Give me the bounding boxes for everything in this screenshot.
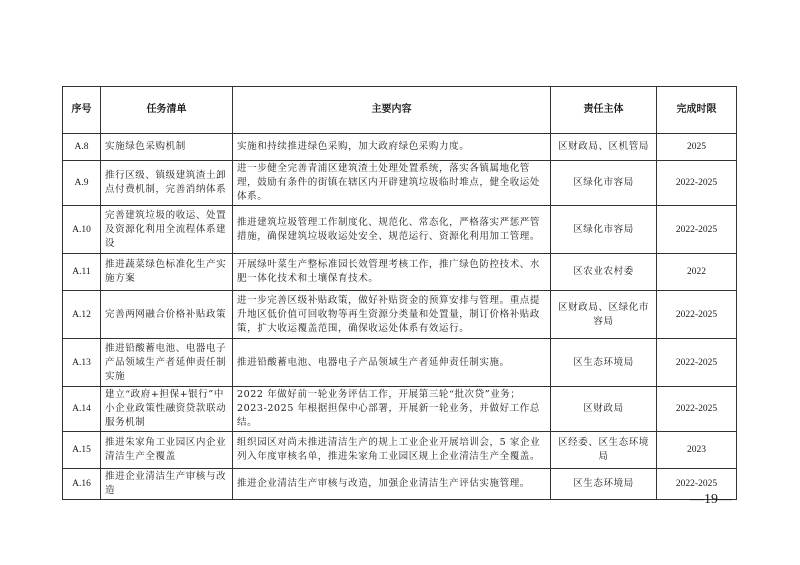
cell-no: A.8 — [63, 134, 101, 161]
cell-task: 建立“政府+担保+银行”中小企业政策性融资贷款联动服务机制 — [101, 387, 233, 432]
table-header-row — [63, 87, 737, 134]
table-row — [63, 206, 737, 254]
cell-deadline: 2022-2025 — [657, 469, 737, 500]
cell-content: 进一步完善区级补贴政策，做好补贴资金的预算安排与管理。重点提升地区低价值可回收物等再生资源分类量和处置量，制订价格补贴政策，扩大收运覆盖范围，确保收运处体系有效运行。 — [233, 291, 551, 339]
cell-responsible: 区经委、区生态环境局 — [551, 432, 657, 469]
table-row — [63, 254, 737, 291]
cell-no: A.9 — [63, 161, 101, 206]
cell-responsible: 区财政局、区机管局 — [551, 134, 657, 161]
table-row — [63, 387, 737, 432]
task-table — [62, 86, 737, 500]
cell-content: 进一步健全完善青浦区建筑渣土处理处置系统，落实各镇属地化管理，鼓励有条件的街镇在辖区内开辟建筑垃圾临时堆点，健全收运处体系。 — [233, 161, 551, 206]
cell-task: 完善两网融合价格补贴政策 — [101, 291, 233, 339]
cell-deadline: 2022-2025 — [657, 339, 737, 387]
cell-responsible: 区绿化市容局 — [551, 161, 657, 206]
cell-task: 实施绿色采购机制 — [101, 134, 233, 161]
header-task: 任务清单 — [101, 87, 233, 134]
cell-responsible: 区财政局、区绿化市容局 — [551, 291, 657, 339]
cell-content: 2022 年做好前一轮业务评估工作，开展第三轮“批次贷”业务；2023-2025 年根据担保中心部署，开展新一轮业务，并做好工作总结。 — [233, 387, 551, 432]
cell-deadline: 2022-2025 — [657, 161, 737, 206]
table-row — [63, 469, 737, 500]
cell-no: A.10 — [63, 206, 101, 254]
cell-content: 推进铅酸蓄电池、电器电子产品领域生产者延伸责任制实施。 — [233, 339, 551, 387]
cell-responsible: 区生态环境局 — [551, 469, 657, 500]
cell-responsible: 区财政局 — [551, 387, 657, 432]
cell-no: A.15 — [63, 432, 101, 469]
cell-content: 开展绿叶菜生产整标准园长效管理考核工作，推广绿色防控技术、水肥一体化技术和土壤保育技术。 — [233, 254, 551, 291]
header-content: 主要内容 — [233, 87, 551, 134]
page-number: —19— — [690, 492, 732, 507]
cell-no: A.12 — [63, 291, 101, 339]
cell-task: 推进蔬菜绿色标准化生产实施方案 — [101, 254, 233, 291]
cell-task: 完善建筑垃圾的收运、处置及资源化利用全流程体系建设 — [101, 206, 233, 254]
cell-deadline: 2022-2025 — [657, 206, 737, 254]
cell-responsible: 区绿化市容局 — [551, 206, 657, 254]
table-row — [63, 161, 737, 206]
cell-content: 组织园区对尚未推进清洁生产的规上工业企业开展培训会，5 家企业列入年度审核名单，推进朱家角工业园区规上企业清洁生产全覆盖。 — [233, 432, 551, 469]
cell-task: 推进朱家角工业园区内企业清洁生产全覆盖 — [101, 432, 233, 469]
cell-responsible: 区生态环境局 — [551, 339, 657, 387]
header-no: 序号 — [63, 87, 101, 134]
cell-deadline: 2022 — [657, 254, 737, 291]
cell-no: A.16 — [63, 469, 101, 500]
cell-content: 实施和持续推进绿色采购，加大政府绿色采购力度。 — [233, 134, 551, 161]
table-row — [63, 291, 737, 339]
cell-no: A.13 — [63, 339, 101, 387]
cell-responsible: 区农业农村委 — [551, 254, 657, 291]
header-deadline: 完成时限 — [657, 87, 737, 134]
cell-task: 推进企业清洁生产审核与改造 — [101, 469, 233, 500]
cell-task: 推行区级、镇级建筑渣土卸点付费机制，完善消纳体系 — [101, 161, 233, 206]
cell-no: A.14 — [63, 387, 101, 432]
cell-no: A.11 — [63, 254, 101, 291]
table-row — [63, 339, 737, 387]
cell-task: 推进铅酸蓄电池、电器电子产品领域生产者延伸责任制实施 — [101, 339, 233, 387]
table-row — [63, 432, 737, 469]
cell-content: 推进建筑垃圾管理工作制度化、规范化、常态化，严格落实严惩严管措施，确保建筑垃圾收运处安全、规范运行、资源化利用加工管理。 — [233, 206, 551, 254]
cell-deadline: 2025 — [657, 134, 737, 161]
cell-content: 推进企业清洁生产审核与改造，加强企业清洁生产评估实施管理。 — [233, 469, 551, 500]
table-row — [63, 134, 737, 161]
cell-deadline: 2022-2025 — [657, 291, 737, 339]
cell-deadline: 2022-2025 — [657, 387, 737, 432]
cell-deadline: 2023 — [657, 432, 737, 469]
header-responsible: 责任主体 — [551, 87, 657, 134]
